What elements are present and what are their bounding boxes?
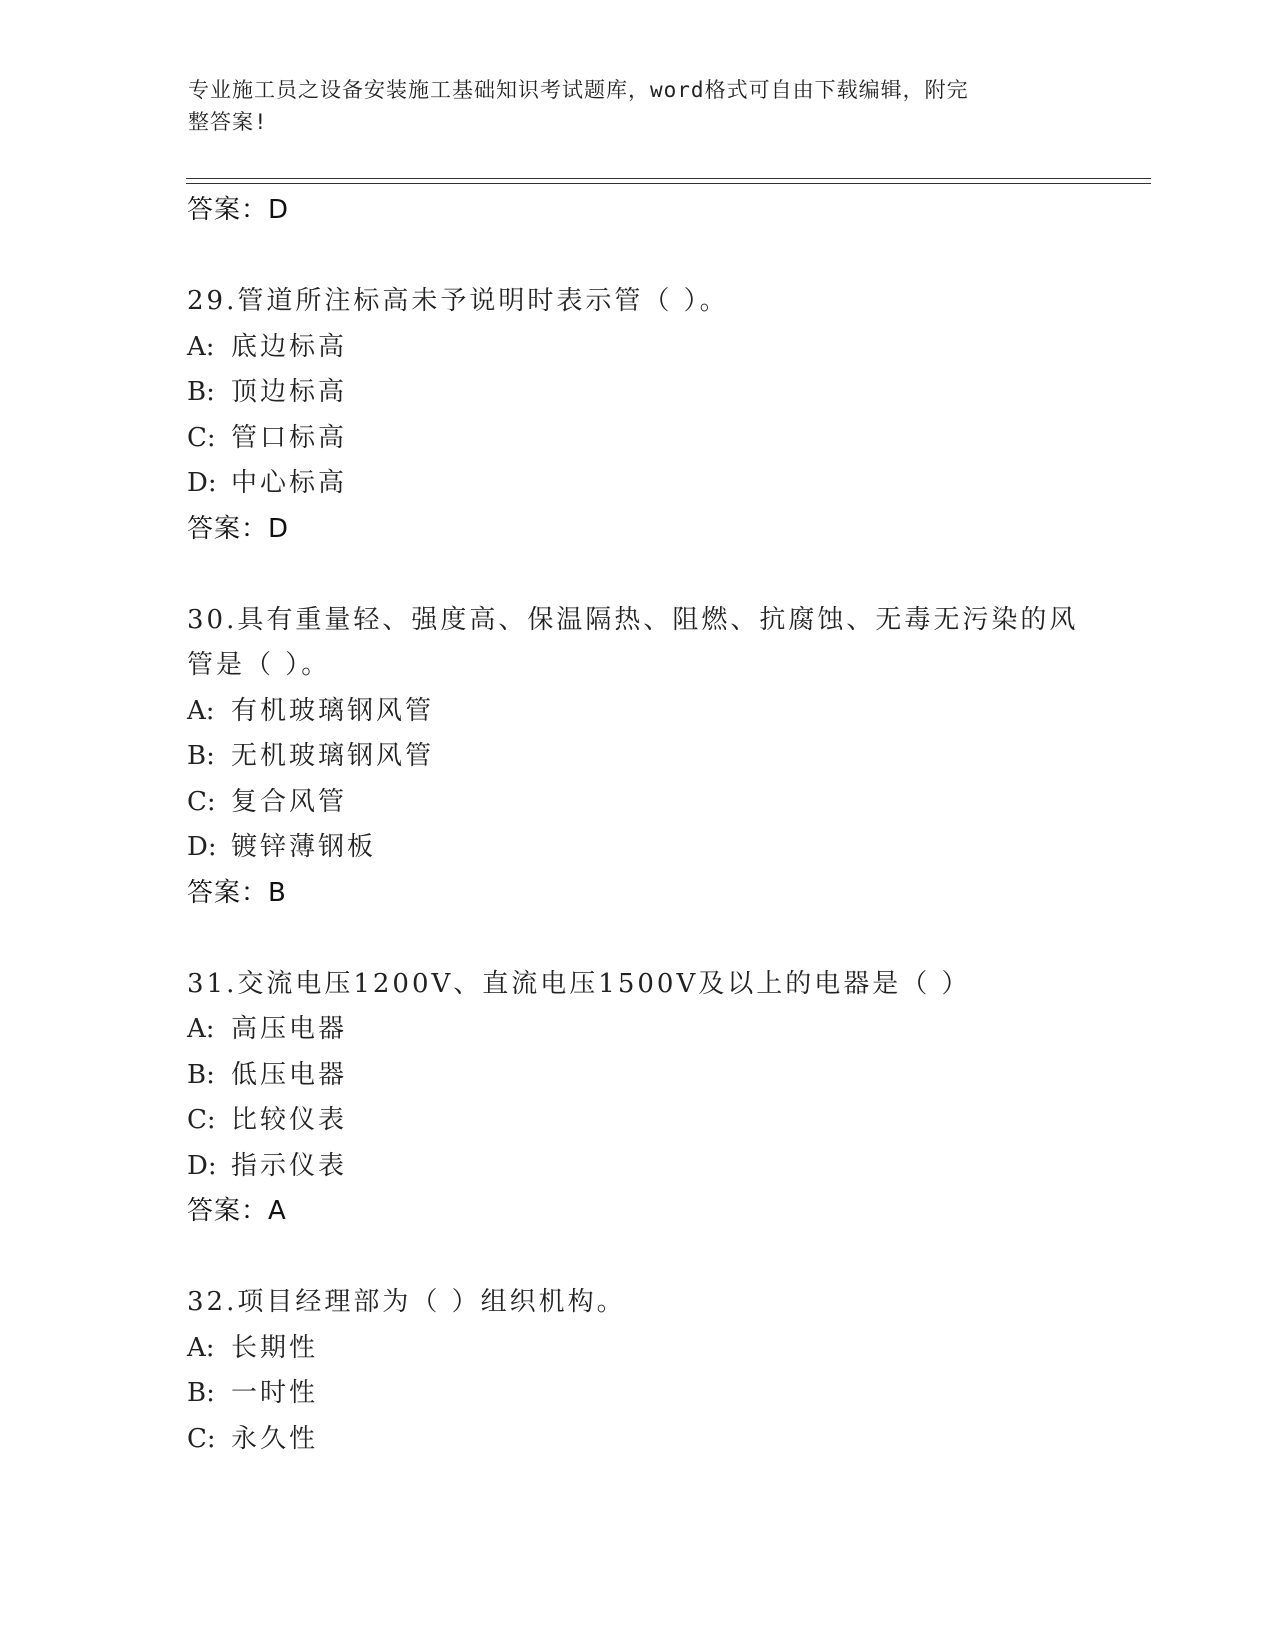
option-a	[187, 1326, 1087, 1372]
option-text: 底边标高	[231, 331, 348, 362]
question-29	[187, 279, 1087, 325]
option-b	[187, 1053, 1087, 1099]
option-d	[187, 1144, 1087, 1190]
option-key: C:	[187, 1423, 216, 1454]
question-title-line: 31.交流电压1200V、直流电压1500V及以上的电器是（ ）	[187, 968, 971, 999]
question-title-line: 30.具有重量轻、强度高、保温隔热、阻燃、抗腐蚀、无毒无污染的风	[187, 604, 1079, 635]
option-text: 无机玻璃钢风管	[231, 741, 435, 771]
option-a	[187, 325, 1087, 371]
answer-line: 答案：B	[187, 877, 287, 908]
option-key: D:	[187, 832, 217, 862]
option-c	[187, 1098, 1087, 1144]
option-text: 镀锌薄钢板	[231, 832, 377, 862]
option-text: 指示仪表	[231, 1150, 348, 1181]
document-header	[188, 74, 1068, 138]
option-key: C:	[187, 1105, 216, 1135]
option-a	[187, 1007, 1087, 1053]
option-a	[187, 689, 1087, 735]
option-c	[187, 780, 1087, 826]
option-key: A:	[187, 1332, 215, 1363]
question-32	[187, 1280, 1087, 1326]
option-text: 长期性	[231, 1332, 319, 1363]
option-key: B:	[187, 1378, 215, 1408]
option-text: 有机玻璃钢风管	[231, 695, 435, 726]
option-d	[187, 461, 1087, 507]
option-c	[187, 1417, 1087, 1463]
option-key: D:	[187, 1150, 217, 1181]
question-title-line: 32.项目经理部为（ ）组织机构。	[187, 1287, 626, 1317]
answer-line: 答案：D	[187, 195, 290, 225]
question-31	[187, 962, 1087, 1008]
header-line-2: 整答案!	[188, 110, 268, 134]
header-line-1: 专业施工员之设备安装施工基础知识考试题库，word格式可自由下载编辑，附完	[188, 78, 969, 102]
header-divider-thin	[186, 183, 1151, 184]
option-text: 管口标高	[231, 422, 348, 453]
option-key: B:	[187, 1059, 215, 1090]
option-text: 中心标高	[231, 468, 348, 498]
option-c	[187, 416, 1087, 462]
option-text: 顶边标高	[231, 377, 348, 407]
option-key: A:	[187, 695, 215, 726]
option-key: A:	[187, 331, 215, 362]
option-key: A:	[187, 1014, 215, 1044]
header-divider	[186, 178, 1151, 179]
option-text: 永久性	[231, 1423, 319, 1454]
option-text: 高压电器	[231, 1014, 348, 1044]
option-b	[187, 1371, 1087, 1417]
question-title-line: 29.管道所注标高未予说明时表示管（ ）。	[187, 286, 729, 316]
question-title-line: 管是（ ）。	[187, 650, 331, 680]
option-key: C:	[187, 422, 216, 453]
option-key: C:	[187, 786, 216, 817]
option-key: B:	[187, 377, 215, 407]
option-b	[187, 734, 1087, 780]
option-text: 复合风管	[231, 786, 348, 817]
question-30	[187, 598, 1087, 689]
option-b	[187, 370, 1087, 416]
option-text: 比较仪表	[231, 1105, 348, 1135]
answer-line: 答案：A	[187, 1196, 287, 1226]
option-text: 低压电器	[231, 1059, 348, 1090]
option-text: 一时性	[231, 1378, 319, 1408]
option-key: B:	[187, 741, 215, 771]
option-d	[187, 825, 1087, 871]
option-key: D:	[187, 468, 217, 498]
question-list	[187, 188, 1087, 1462]
answer-line: 答案：D	[187, 513, 290, 544]
